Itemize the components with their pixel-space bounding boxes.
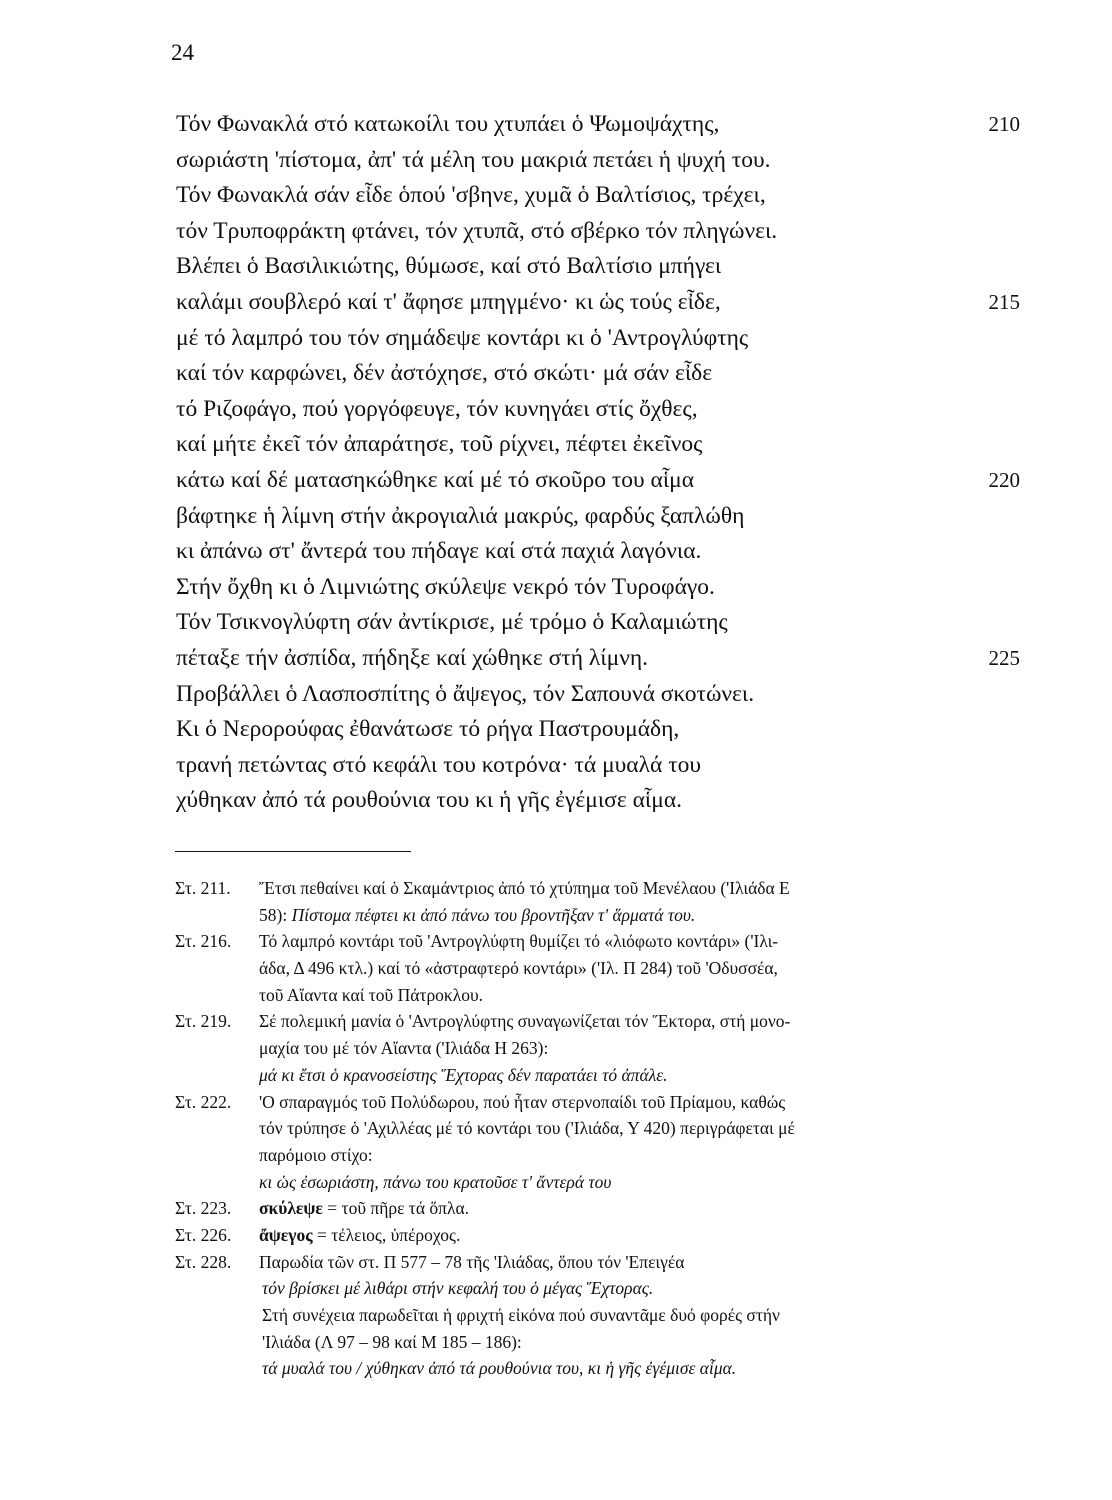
glossary-term: ἄψεγος — [259, 1224, 313, 1245]
footnote-label: Στ. 211. — [175, 878, 231, 898]
footnote-text: Ἔτσι πεθαίνει καί ὁ Σκαμάντριος ἀπό τό χτύπημα τοῦ Μενέλαου ('Ιλιάδα Ε — [259, 878, 790, 898]
footnote-line: τόν τρύπησε ὁ 'Αχιλλέας μέ τό κοντάρι του ('Ιλιάδα, Υ 420) περιγράφεται μέ — [259, 1118, 795, 1139]
verse-text: τρανή πετώντας στό κεφάλι του κοτρόνα· τά μυαλά του — [176, 751, 702, 778]
verse-line — [176, 463, 1026, 499]
verse-text: Κι ὁ Νερορούφας ἐθανάτωσε τό ρήγα Παστρουμάδη, — [176, 716, 680, 743]
verse-line — [176, 641, 1026, 677]
footnote-text: Παρωδία τῶν στ. Π 577 – 78 τῆς 'Ιλιάδας, ὅπου τόν 'Επειγέα — [259, 1251, 685, 1272]
glossary-definition: = τέλειος, ὑπέροχος. — [312, 1224, 461, 1245]
footnote-text: Τό λαμπρό κοντάρι τοῦ 'Αντρογλύφτη θυμίζει τό «λιόφωτο κοντάρι» ('Ιλι- — [259, 931, 779, 952]
verse-line — [176, 143, 1026, 179]
footnote-text: 58): — [259, 904, 292, 925]
footnote-line: παρόμοιο στίχο: — [259, 1144, 373, 1165]
footnote-line: άδα, Δ 496 κτλ.) καί τό «ἀστραφτερό κοντάρι» ('Ιλ. Π 284) τοῦ 'Οδυσσέα, — [259, 958, 778, 979]
footnote-label: Στ. 219. — [175, 1011, 232, 1032]
verse-text: χύθηκαν ἀπό τά ρουθούνια του κι ἡ γῆς ἐγέμισε αἷμα. — [176, 787, 683, 814]
footnote-223 — [175, 1195, 1035, 1222]
verse-text: Τόν Τσικνογλύφτη σάν ἀντίκρισε, μέ τρόμο ὁ Καλαμιώτης — [176, 609, 728, 636]
footnote-216 — [175, 928, 1035, 955]
footnote-quote: κι ὡς ἐσωριάστη, πάνω του κρατοῦσε τ' ἄντερά του — [259, 1171, 612, 1192]
footnote-quote: τόν βρίσκει μέ λιθάρι στήν κεφαλή του ὁ μέγας Ἕχτορας. — [262, 1278, 654, 1299]
verse-line — [176, 605, 1026, 641]
footnote-quote: τά μυαλά του / χύθηκαν ἀπό τά ρουθούνια του, κι ἡ γῆς ἐγέμισε αἷμα. — [262, 1358, 737, 1379]
footnote-divider — [175, 851, 411, 852]
footnotes — [175, 875, 1035, 1382]
verse-line — [176, 499, 1026, 535]
footnote-label: Στ. 228. — [175, 1251, 232, 1272]
verse-line — [176, 570, 1026, 606]
verse-line — [176, 677, 1026, 713]
verse-text: κι ἀπάνω στ' ἄντερά του πήδαγε καί στά παχιά λαγόνια. — [176, 538, 702, 565]
verse-text: τόν Τρυποφράκτη φτάνει, τόν χτυπᾶ, στό σβέρκο τόν πληγώνει. — [176, 217, 778, 244]
verse-text: Βλέπει ὁ Βασιλικιώτης, θύμωσε, καί στό Βαλτίσιο μπήγει — [176, 253, 722, 280]
verse-line — [176, 392, 1026, 428]
footnote-label: Στ. 222. — [175, 1091, 232, 1112]
verse-text: Τόν Φωνακλά στό κατωκοίλι του χτυπάει ὁ Ψωμοψάχτης, — [176, 111, 720, 137]
footnote-line: Στή συνέχεια παρωδεῖται ἡ φριχτή εἰκόνα πού συναντᾶμε δυό φορές στήν — [262, 1305, 780, 1325]
verse-text: μέ τό λαμπρό του τόν σημάδεψε κοντάρι κι ὁ 'Αντρογλύφτης — [176, 324, 749, 351]
verse-text: κάτω καί δέ ματασηκώθηκε καί μέ τό σκοῦρο του αἷμα — [176, 466, 695, 493]
footnote-211 — [175, 875, 1035, 902]
line-number: 210 — [988, 112, 1020, 136]
footnote-quote: μά κι ἔτσι ὁ κρανοσείστης Ἕχτορας δέν παρατάει τό ἀπάλε. — [259, 1064, 668, 1085]
verse-text: Προβάλλει ὁ Λασποσπίτης ὁ ἄψεγος, τόν Σαπουνά σκοτώνει. — [176, 680, 755, 707]
verse-line — [176, 321, 1026, 357]
line-number: 225 — [988, 645, 1020, 670]
footnote-222 — [175, 1089, 1035, 1116]
verse-line — [176, 214, 1026, 250]
footnote-226 — [175, 1222, 1035, 1249]
verse-line — [176, 356, 1026, 392]
footnote-line: τοῦ Αἴαντα καί τοῦ Πάτροκλου. — [259, 984, 484, 1005]
verse-line — [176, 249, 1026, 285]
footnote-219 — [175, 1008, 1035, 1035]
verse-text: σωριάστη 'πίστομα, ἀπ' τά μέλη του μακριά πετάει ἡ ψυχή του. — [176, 146, 771, 173]
footnote-text: 'Ο σπαραγμός τοῦ Πολύδωρου, πού ἦταν στερνοπαίδι τοῦ Πρίαμου, καθώς — [259, 1091, 786, 1112]
line-number: 220 — [988, 467, 1020, 492]
verse-text: πέταξε τήν ἀσπίδα, πήδηξε καί χώθηκε στή λίμνη. — [176, 644, 649, 671]
footnote-label: Στ. 223. — [175, 1198, 232, 1219]
footnote-line — [175, 902, 1035, 929]
footnote-228 — [175, 1249, 1035, 1276]
verse-text: Τόν Φωνακλά σάν εἶδε ὁπού 'σβηνε, χυμᾶ ὁ Βαλτίσιος, τρέχει, — [176, 182, 766, 209]
footnote-text: Σέ πολεμική μανία ὁ 'Αντρογλύφτης συναγωνίζεται τόν Ἕκτορα, στή μονο- — [259, 1011, 791, 1032]
footnote-quote: Πίστομα πέφτει κι ἀπό πάνω του βροντῆξαν τ' ἅρματά του. — [291, 904, 696, 925]
poem-text — [176, 107, 1026, 819]
verse-line — [176, 178, 1026, 214]
line-number: 215 — [988, 289, 1020, 314]
glossary-term: σκύλεψε — [259, 1198, 323, 1219]
glossary-definition: = τοῦ πῆρε τά ὅπλα. — [322, 1198, 469, 1219]
verse-text: τό Ριζοφάγο, πού γοργόφευγε, τόν κυνηγάει στίς ὄχθες, — [176, 395, 698, 422]
verse-text: Στήν ὄχθη κι ὁ Λιμνιώτης σκύλεψε νεκρό τόν Τυροφάγο. — [176, 573, 715, 600]
footnote-line: μαχία του μέ τόν Αἴαντα ('Ιλιάδα Η 263): — [259, 1038, 549, 1059]
verse-line — [176, 748, 1026, 784]
verse-text: βάφτηκε ἡ λίμνη στήν ἀκρογιαλιά μακρύς, φαρδύς ξαπλώθη — [176, 502, 745, 529]
verse-line — [176, 534, 1026, 570]
page-number: 24 — [171, 40, 194, 65]
verse-text: καλάμι σουβλερό καί τ' ἄφησε μπηγμένο· κι ὡς τούς εἶδε, — [176, 288, 721, 315]
verse-text: καί τόν καρφώνει, δέν ἀστόχησε, στό σκώτι· μά σάν εἶδε — [176, 360, 713, 387]
verse-line — [176, 285, 1026, 321]
verse-text: καί μήτε ἐκεῖ τόν ἀπαράτησε, τοῦ ρίχνει, πέφτει ἐκεῖνος — [176, 431, 703, 458]
verse-line — [176, 712, 1026, 748]
verse-line — [176, 107, 1026, 143]
verse-line — [176, 783, 1026, 819]
footnote-line: 'Ιλιάδα (Λ 97 – 98 καί Μ 185 – 186): — [262, 1331, 522, 1352]
footnote-label: Στ. 216. — [175, 931, 232, 952]
footnote-label: Στ. 226. — [175, 1224, 232, 1245]
verse-line — [176, 427, 1026, 463]
